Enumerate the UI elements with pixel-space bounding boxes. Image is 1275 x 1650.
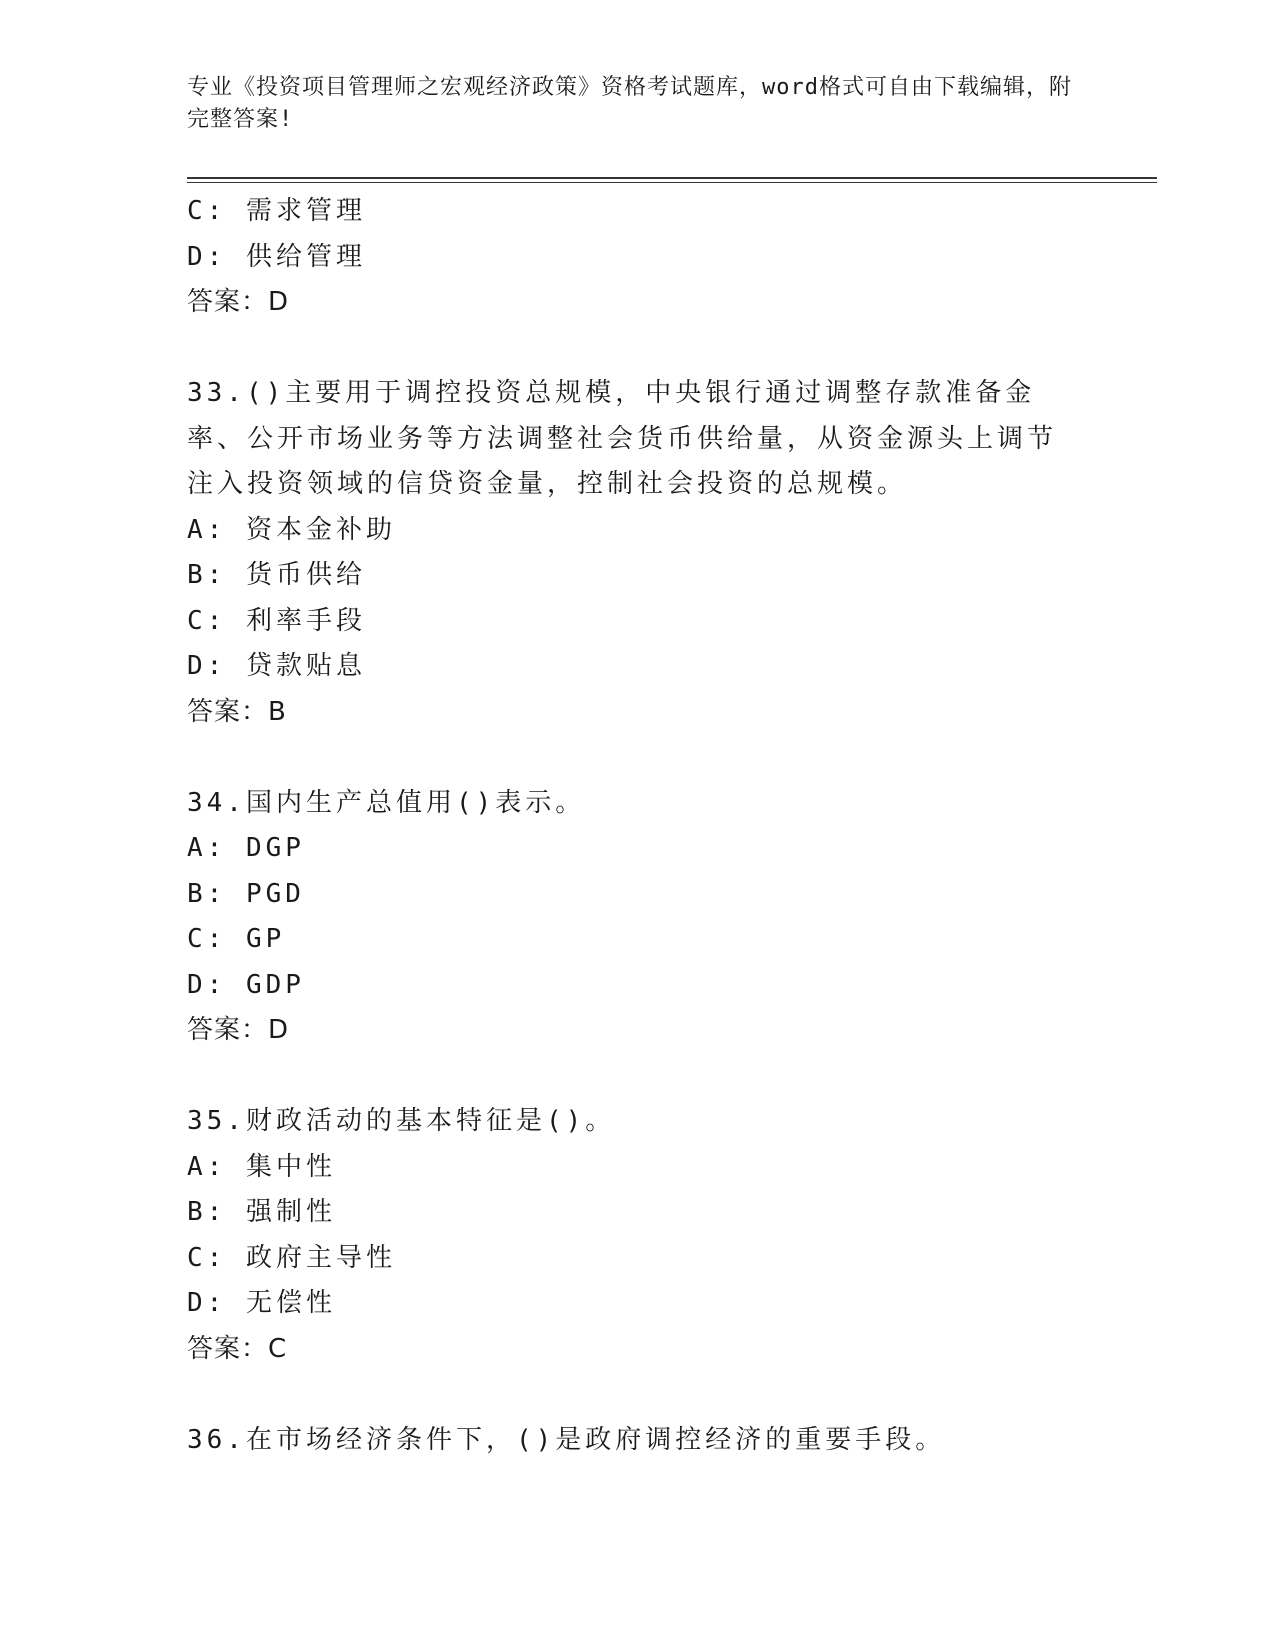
answer-label: 答案：B [187,696,287,727]
answer-label: 答案：C [187,1333,288,1364]
spacer [187,1372,1087,1418]
header-rule-thin [187,182,1157,183]
question-list [187,189,1087,1463]
option-item: C: GP [187,924,286,954]
question-text: 36.在市场经济条件下，()是政府调控经济的重要手段。 [187,1424,946,1455]
option-item: D: 无偿性 [187,1288,336,1318]
question-text: 34.国内生产总值用()表示。 [187,787,586,818]
question-text: 35.财政活动的基本特征是()。 [187,1106,616,1136]
spacer [187,326,1087,372]
option-item: D: 供给管理 [187,241,366,272]
spacer [187,1054,1087,1100]
option-item: C: 政府主导性 [187,1242,396,1273]
option-item: A: 集中性 [187,1151,336,1182]
option-item: D: 贷款贴息 [187,651,366,681]
answer-label: 答案：D [187,1015,290,1045]
option-item: A: 资本金补助 [187,514,396,545]
question-text: 33.()主要用于调控投资总规模，中央银行通过调整存款准备金率、公开市场业务等方法调整社会货币供给量，从资金源头上调节注入投资领域的信贷资金量，控制社会投资的总规模。 [187,378,1058,499]
option-item: D: GDP [187,969,305,1000]
answer-label: 答案：D [187,287,290,317]
option-item: B: 货币供给 [187,560,366,590]
option-item: B: PGD [187,878,305,909]
option-item: A: DGP [187,833,305,863]
option-item: C: 利率手段 [187,605,366,636]
page-header: 专业《投资项目管理师之宏观经济政策》资格考试题库，word格式可自由下载编辑，附完整答案! [187,75,1072,132]
spacer [187,735,1087,781]
option-item: B: 强制性 [187,1197,336,1227]
header-rule-thick [187,177,1157,179]
option-item: C: 需求管理 [187,196,366,226]
